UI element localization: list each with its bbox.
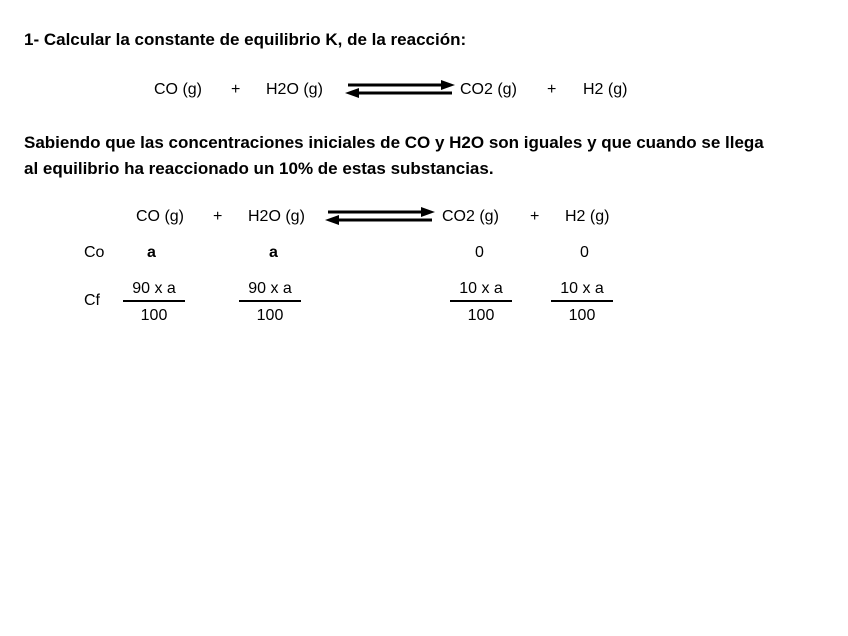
fraction-numerator: 90 x a [239, 280, 301, 302]
final-h2-fraction [551, 280, 613, 325]
plus-sign: + [231, 81, 241, 98]
fraction-numerator: 10 x a [450, 280, 512, 302]
reactant-co: CO (g) [136, 208, 184, 225]
initial-h2: 0 [580, 244, 589, 261]
product-h2: H2 (g) [565, 208, 610, 225]
product-h2: H2 (g) [583, 81, 628, 98]
final-h2o-fraction [239, 280, 301, 325]
initial-co2: 0 [475, 244, 484, 261]
initial-h2o: a [269, 244, 278, 261]
product-co2: CO2 (g) [442, 208, 499, 225]
statement-line: al equilibrio ha reaccionado un 10% de estas substancias. [24, 159, 494, 178]
row-label-initial: Co [84, 244, 105, 261]
reactant-h2o: H2O (g) [248, 208, 305, 225]
fraction-denominator: 100 [140, 307, 168, 324]
initial-co: a [147, 244, 156, 261]
reactant-h2o: H2O (g) [266, 81, 323, 98]
equilibrium-arrow-icon [344, 79, 456, 99]
product-co2: CO2 (g) [460, 81, 517, 98]
fraction-numerator: 90 x a [123, 280, 185, 302]
plus-sign: + [213, 208, 223, 225]
problem-statement [24, 130, 824, 182]
fraction-denominator: 100 [256, 307, 284, 324]
fraction-denominator: 100 [467, 307, 495, 324]
row-label-final: Cf [84, 292, 100, 309]
final-co-fraction [123, 280, 185, 325]
problem-title: 1- Calcular la constante de equilibrio K, de la reacción: [24, 30, 467, 49]
plus-sign: + [530, 208, 540, 225]
statement-line: Sabiendo que las concentraciones iniciales de CO y H2O son iguales y que cuando se llega [24, 133, 764, 152]
fraction-denominator: 100 [568, 307, 596, 324]
equilibrium-arrow-icon [324, 206, 436, 226]
plus-sign: + [547, 81, 557, 98]
reactant-co: CO (g) [154, 81, 202, 98]
final-co2-fraction [450, 280, 512, 325]
fraction-numerator: 10 x a [551, 280, 613, 302]
